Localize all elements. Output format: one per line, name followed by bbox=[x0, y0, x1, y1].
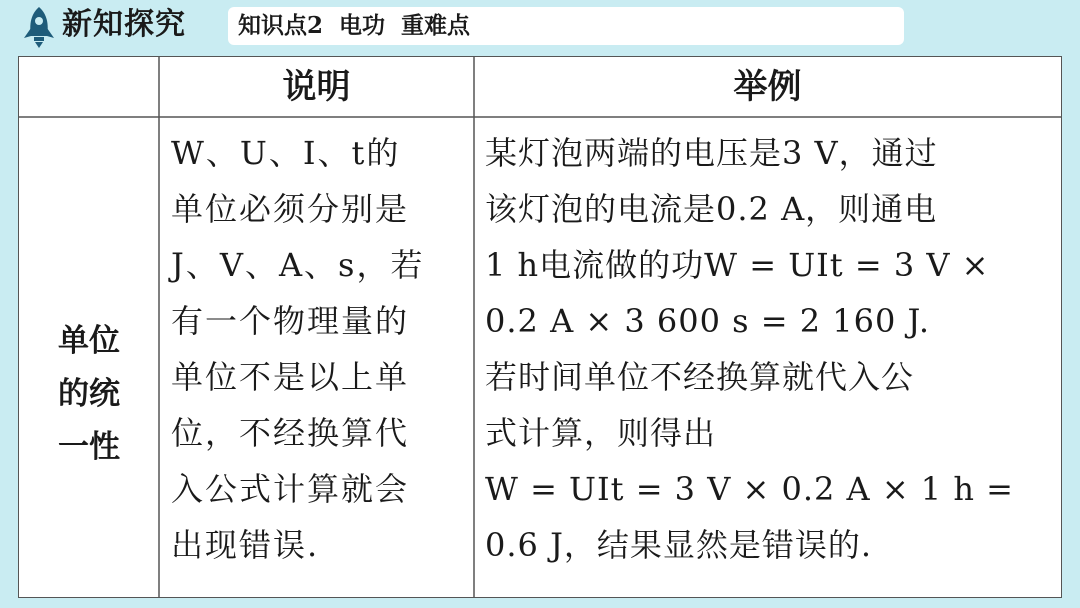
description-line: 有一个物理量的 bbox=[171, 302, 410, 340]
header bbox=[0, 0, 1080, 50]
rocket-icon bbox=[22, 6, 56, 48]
example-line: 式计算，则得出 bbox=[485, 414, 717, 452]
column-header-description: 说明 bbox=[282, 67, 351, 107]
example-line: 1 h电流做的功W = UIt = 3 V × bbox=[485, 246, 990, 284]
description-line: W、U、I、t的 bbox=[171, 134, 401, 172]
row-label-line: 的统 bbox=[58, 376, 120, 412]
topic-label: 知识点2 电功 重难点 bbox=[238, 12, 471, 39]
example-line: 若时间单位不经换算就代入公 bbox=[485, 358, 915, 396]
description-line: 出现错误. bbox=[171, 526, 320, 564]
description-cell bbox=[171, 125, 471, 573]
description-line: 单位必须分别是 bbox=[171, 190, 410, 228]
description-line: J、V、A、s，若 bbox=[171, 246, 425, 284]
example-cell bbox=[485, 125, 1057, 573]
description-line: 入公式计算就会 bbox=[171, 470, 410, 508]
description-line: 单位不是以上单 bbox=[171, 358, 410, 396]
example-line: W = UIt = 3 V × 0.2 A × 1 h = bbox=[485, 470, 1014, 508]
column-header-example: 举例 bbox=[733, 67, 802, 107]
row-label bbox=[19, 315, 159, 474]
content-table bbox=[18, 56, 1062, 598]
example-line: 某灯泡两端的电压是3 V，通过 bbox=[485, 134, 938, 172]
topic-bar bbox=[228, 7, 904, 45]
example-line: 0.6 J，结果显然是错误的. bbox=[485, 526, 873, 564]
example-line: 该灯泡的电流是0.2 A，则通电 bbox=[485, 190, 938, 228]
row-label-line: 单位 bbox=[58, 323, 120, 359]
example-line: 0.2 A × 3 600 s = 2 160 J. bbox=[485, 302, 930, 340]
row-label-line: 一性 bbox=[58, 429, 120, 465]
description-line: 位，不经换算代 bbox=[171, 414, 410, 452]
section-title: 新知探究 bbox=[62, 7, 186, 42]
